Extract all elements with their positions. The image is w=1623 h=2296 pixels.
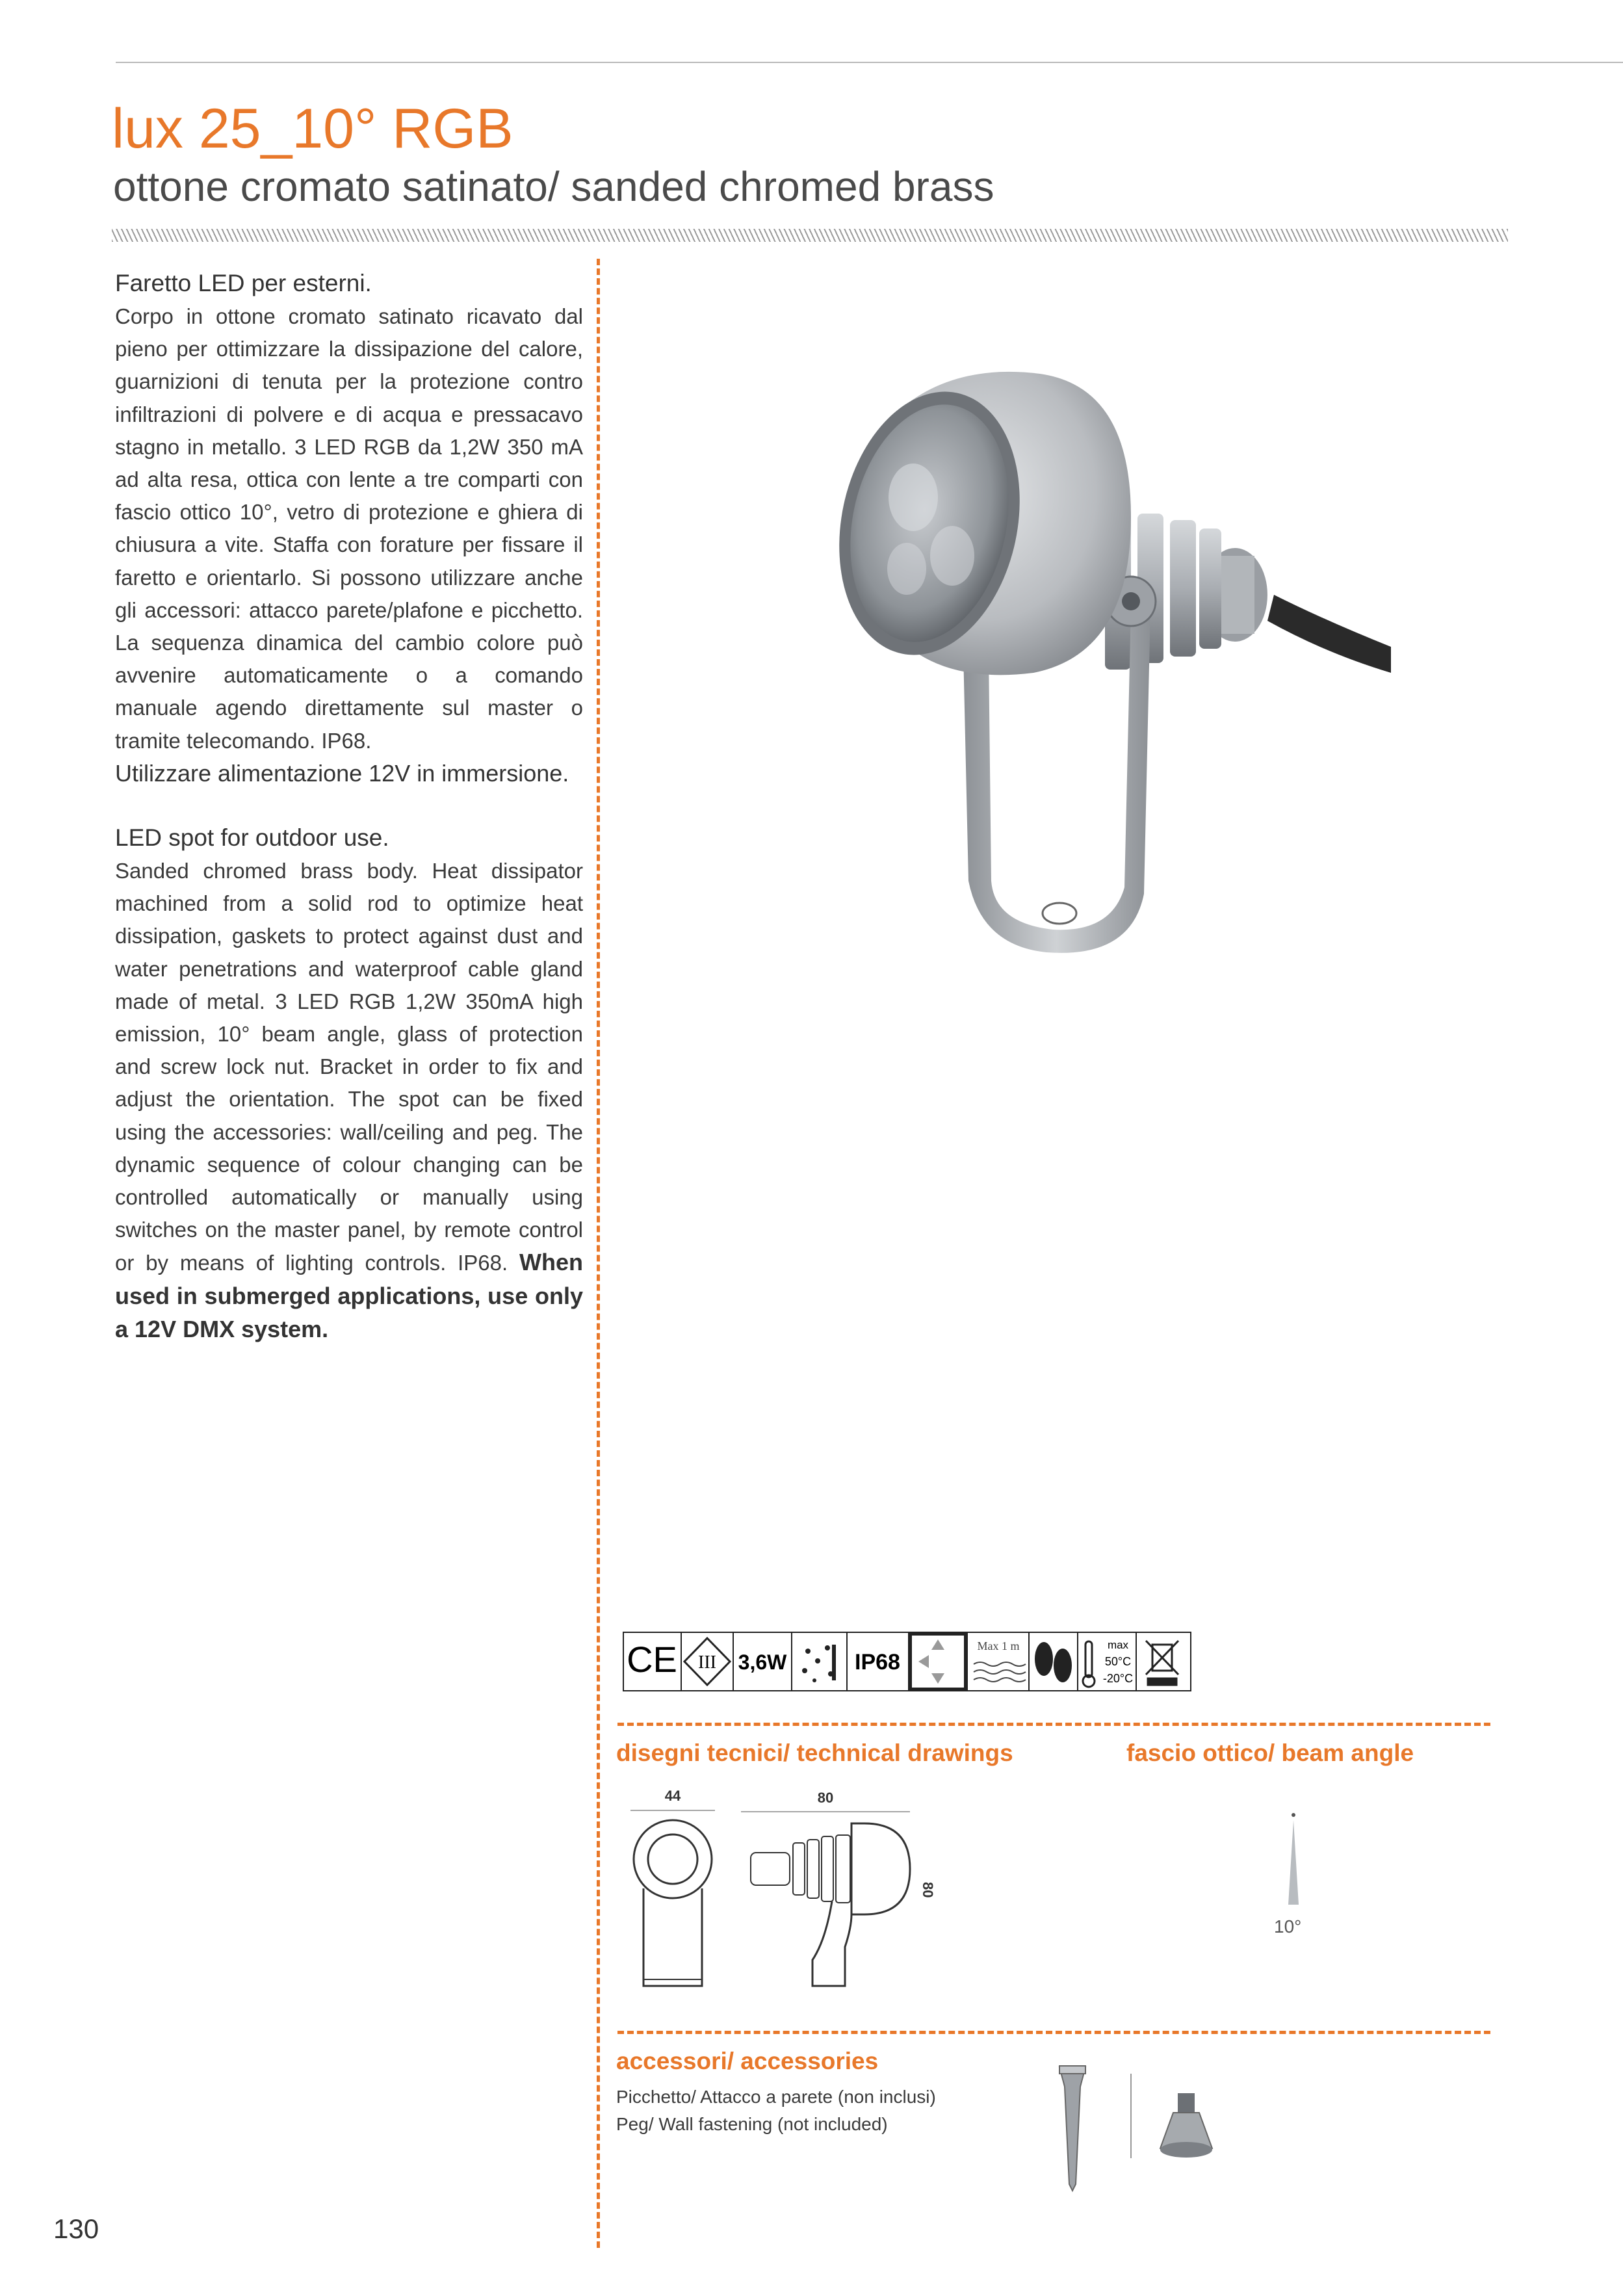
english-body: Sanded chromed brass body. Heat dissipator machined from a solid rod to optimize heat dissipation, gaskets to protect against dust and water penetrations and waterproof cable gland made of metal. 3 LED RGB 1,2W 350mA high emission, 10° beam angle, glass of protection and screw lock nut. Bracket in order to fix and adjust the orientation. The spot can be fixed using the accessories: wall/ceiling and peg. The dynamic sequence of colour changing can be controlled automatically or manually using switches on the master panel, by remote control or by means of lighting controls. IP68.: [115, 859, 583, 1275]
english-body-wrap: [115, 855, 583, 1346]
ip-rating-label: IP68: [855, 1650, 900, 1675]
class-iii-icon: III: [698, 1652, 716, 1673]
page-number: 130: [53, 2213, 99, 2244]
product-photo: [767, 348, 1391, 985]
wall-fastening-accessory-icon: [1160, 2093, 1212, 2158]
temp-max-value: 50°C: [1104, 1655, 1132, 1668]
accessories-description: [616, 2083, 936, 2138]
power-label: 3,6W: [738, 1650, 787, 1674]
english-heading: LED spot for outdoor use.: [115, 824, 389, 852]
temp-min-value: -20°C: [1102, 1672, 1134, 1685]
accessories-line-1: Picchetto/ Attacco a parete (non inclusi): [616, 2087, 936, 2107]
peg-accessory-icon: [1059, 2066, 1085, 2191]
max-depth-label: Max 1 m: [977, 1639, 1020, 1652]
dashed-divider-2: [617, 2031, 1490, 2034]
vertical-dashed-divider: [597, 259, 600, 2248]
accessories-images: [1040, 2061, 1248, 2197]
accessories-title: accessori/ accessories: [616, 2048, 879, 2074]
dashed-divider-1: [617, 1723, 1490, 1726]
dim-front-width: 44: [664, 1788, 681, 1804]
description-column: [115, 267, 583, 1346]
dim-side-length: 80: [817, 1790, 834, 1806]
technical-drawings-title: disegni tecnici/ technical drawings: [616, 1740, 1013, 1766]
hatched-divider: [112, 229, 1508, 242]
technical-drawing: [617, 1784, 942, 1999]
dim-side-height: 80: [920, 1882, 936, 1898]
temp-max-label: max: [1107, 1639, 1129, 1651]
beam-angle-value: 10°: [1274, 1916, 1302, 1937]
spacer: [115, 790, 583, 821]
accessories-line-2: Peg/ Wall fastening (not included): [616, 2114, 888, 2134]
italian-note: Utilizzare alimentazione 12V in immersione.: [115, 759, 569, 787]
certification-icons-strip: [623, 1632, 1191, 1691]
product-subtitle: ottone cromato satinato/ sanded chromed brass: [113, 163, 994, 210]
ce-mark-icon: CE: [627, 1639, 677, 1680]
top-rule: [116, 62, 1623, 63]
beam-angle-title: fascio ottico/ beam angle: [1126, 1740, 1414, 1766]
english-note: When used in submerged applications, use only a 12V DMX system.: [115, 1249, 583, 1342]
italian-body: Corpo in ottone cromato satinato ricavato dal pieno per ottimizzare la dissipazione del calore, guarnizioni di tenuta per la protezione contro infiltrazioni di polvere e di acqua e pressacavo stagno in metallo. 3 LED RGB da 1,2W 350 mA ad alta resa, ottica con lente a tre comparti con fascio ottico 10°, vetro di protezione e ghiera di chiusura a vite. Staffa con forature per fissare il faretto e orientarlo. Si possono utilizzare anche gli accessori: attacco parete/plafone e picchetto. La sequenza dinamica del cambio colore può avvenire automaticamente o a comando manuale agendo direttamente sul master o tramite telecomando. IP68.: [115, 304, 583, 753]
product-title: lux 25_10° RGB: [112, 98, 513, 160]
italian-heading: Faretto LED per esterni.: [115, 270, 372, 296]
